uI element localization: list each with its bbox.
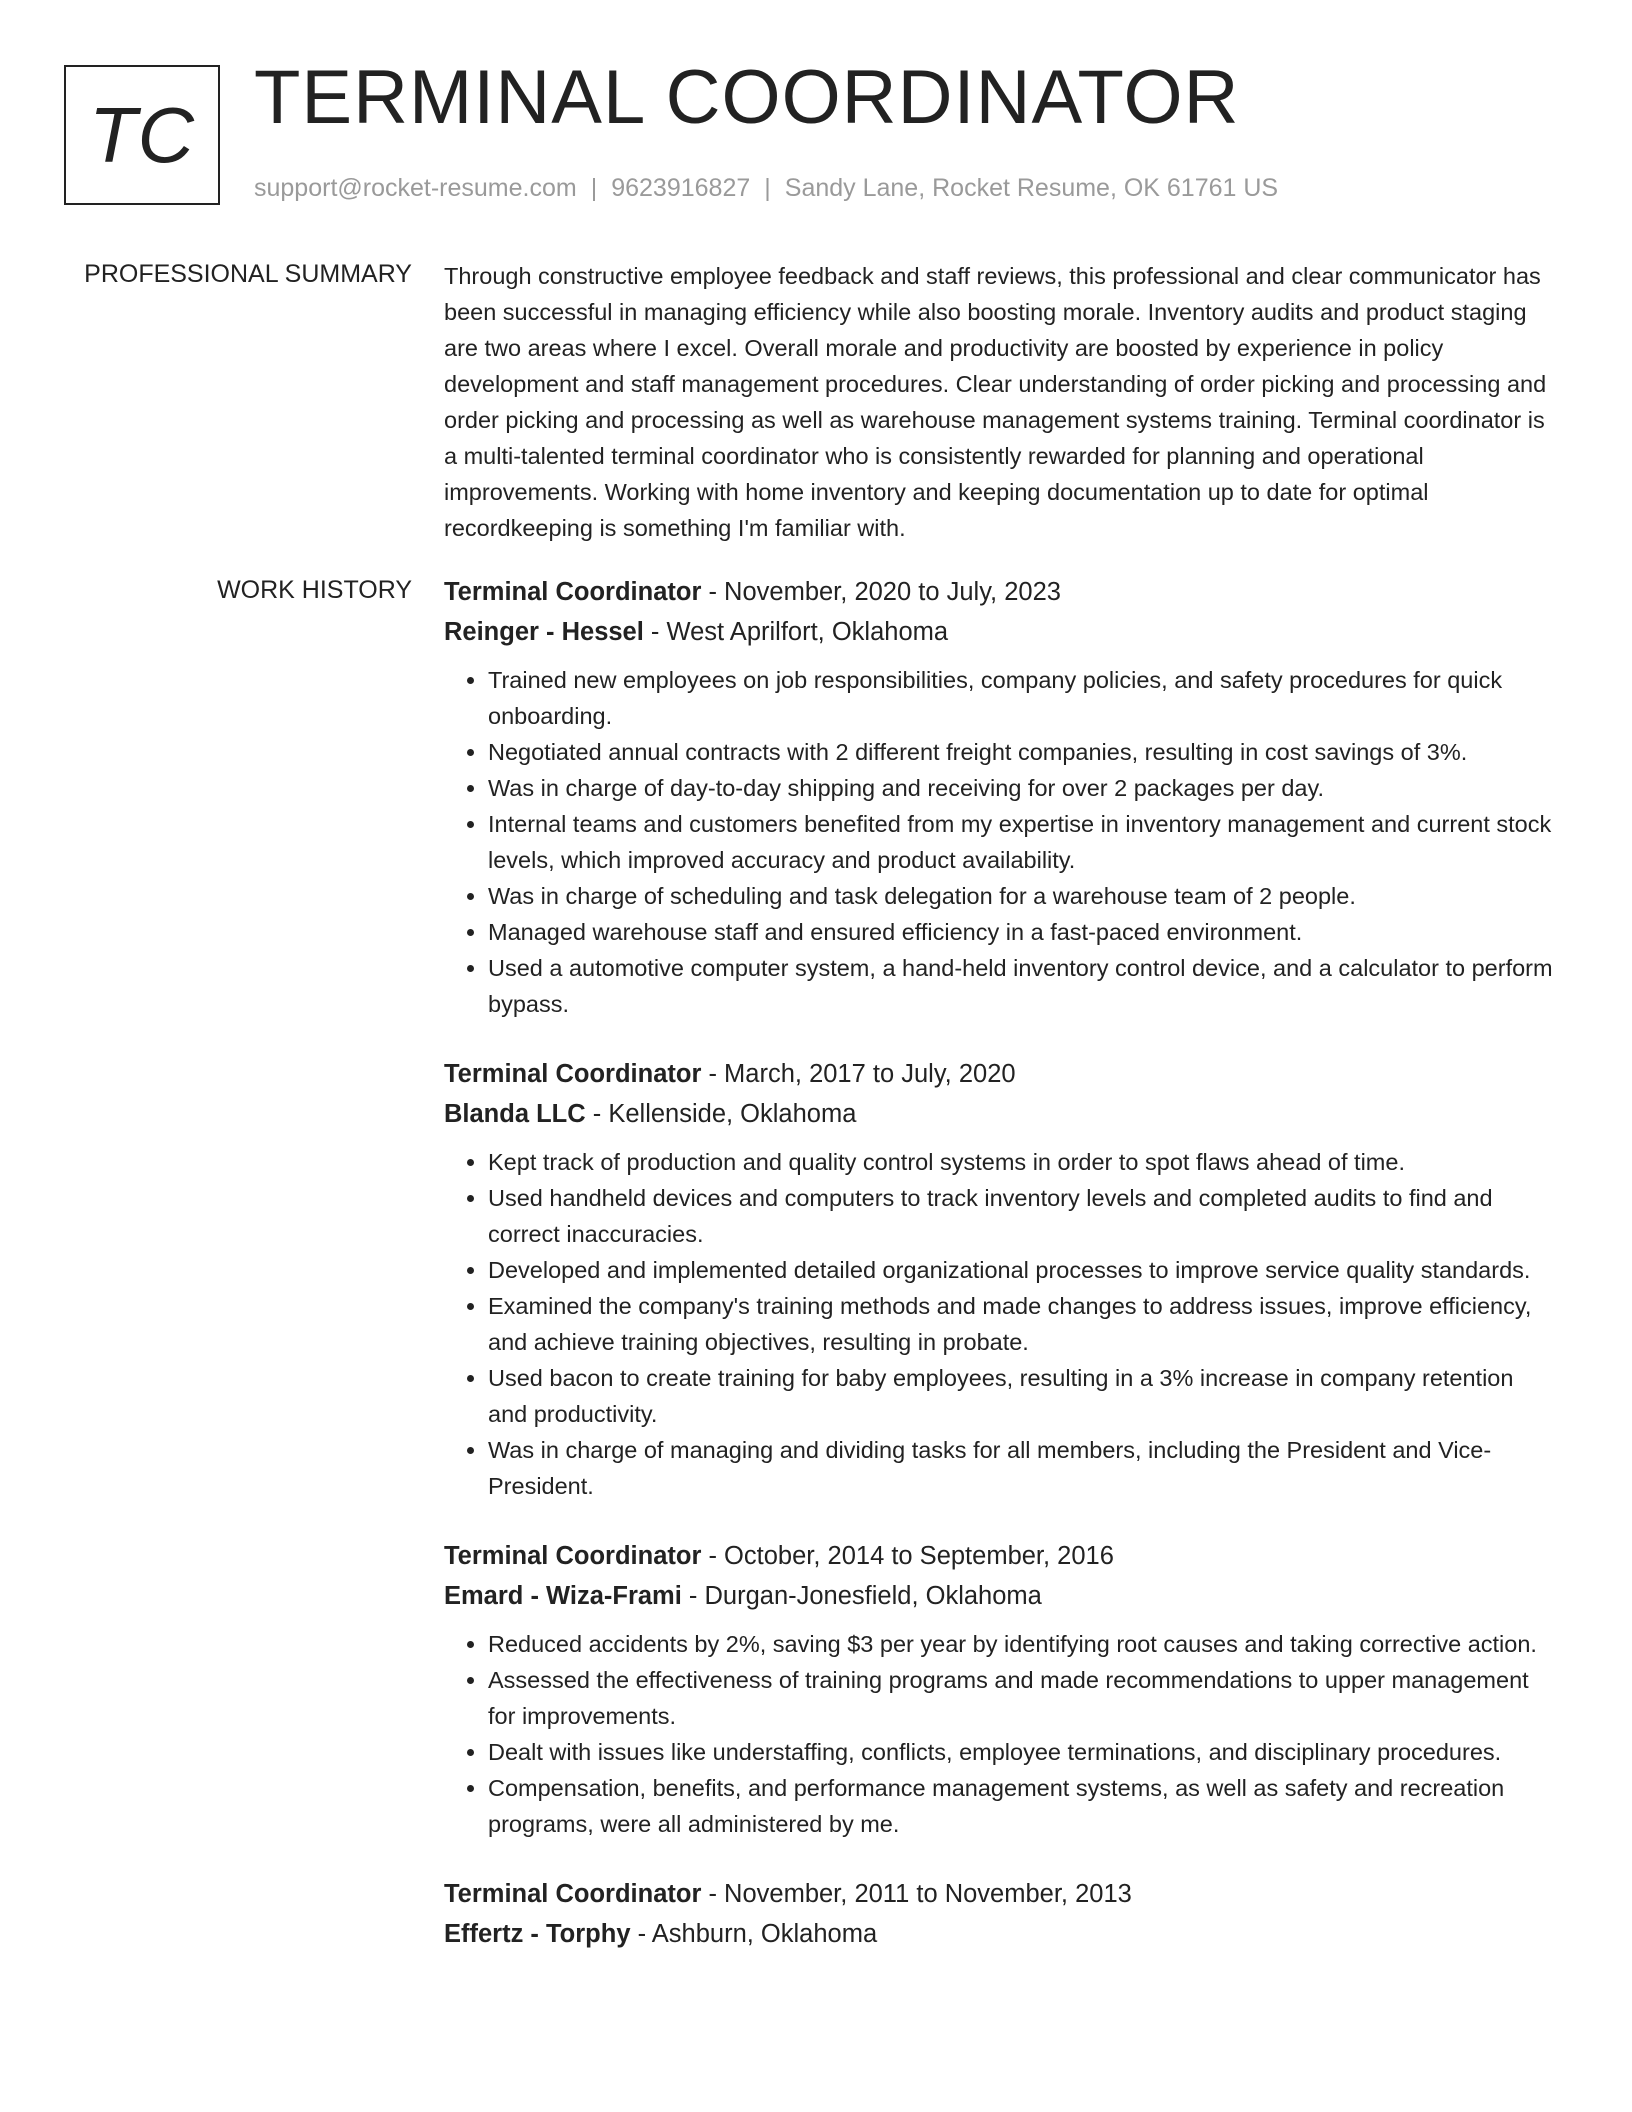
duty-item: • Dealt with issues like understaffing, conflicts, employee terminations, and disciplinary procedures. [488,1734,1558,1770]
work-history-heading: WORK HISTORY [217,576,412,604]
job-title: Terminal Coordinator [444,1880,702,1908]
duty-item: • Internal teams and customers benefited from my expertise in inventory management and current stock levels, which improved accuracy and product availability. [488,806,1558,878]
job-location: - Kellenside, Oklahoma [585,1100,857,1128]
contact-separator: | [590,174,598,202]
job-dates: - November, 2020 to July, 2023 [701,578,1061,606]
job-company-line [444,612,1558,652]
job-dates: - October, 2014 to September, 2016 [701,1542,1114,1570]
job-entry [444,1536,1558,1842]
job-dates: - March, 2017 to July, 2020 [701,1060,1016,1088]
duty-item: • Compensation, benefits, and performance management systems, as well as safety and recreation programs, were all administered by me. [488,1770,1558,1842]
job-title: Terminal Coordinator [444,1060,702,1088]
duty-item: • Assessed the effectiveness of training programs and made recommendations to upper management for improvements. [488,1662,1558,1734]
job-company-line [444,1576,1558,1616]
duty-item: • Used bacon to create training for baby employees, resulting in a 3% increase in company retention and productivity. [488,1360,1558,1432]
duty-item: • Reduced accidents by 2%, saving $3 per year by identifying root causes and taking corrective action. [488,1626,1558,1662]
job-title: Terminal Coordinator [444,1542,702,1570]
job-entry [444,572,1558,1022]
contact-email[interactable]: support@rocket-resume.com [254,174,577,202]
job-location: - West Aprilfort, Oklahoma [643,618,949,646]
duty-item: • Was in charge of day-to-day shipping and receiving for over 2 packages per day. [488,770,1558,806]
summary-heading: PROFESSIONAL SUMMARY [84,260,412,288]
job-company-line [444,1094,1558,1134]
job-title-line [444,572,1558,612]
summary-body [444,258,1558,546]
duty-item: • Developed and implemented detailed organizational processes to improve service quality standards. [488,1252,1558,1288]
duty-item: • Used a automotive computer system, a hand-held inventory control device, and a calculator to perform bypass. [488,950,1558,1022]
job-entry [444,1054,1558,1504]
contact-line [254,174,1278,203]
contact-separator: | [764,174,771,202]
duty-list [444,662,1558,1022]
job-company: Blanda LLC [444,1100,586,1128]
duty-item: • Used handheld devices and computers to track inventory levels and completed audits to find and correct inaccuracies. [488,1180,1558,1252]
work-history-body [444,572,1558,1986]
summary-text: Through constructive employee feedback and staff reviews, this professional and clear communicator has been successful in managing efficiency while also boosting morale. Inventory audits and product staging are two areas where I excel. Overall morale and productivity are boosted by experience in policy development and staff management procedures. Clear understanding of order picking and processing and order picking and processing as well as warehouse management systems training. Terminal coordinator is a multi-talented terminal coordinator who is consistently rewarded for planning and operational improvements. Working with home inventory and keeping documentation up to date for optimal recordkeeping is something I'm familiar with. [444,263,1547,541]
duty-item: • Was in charge of managing and dividing tasks for all members, including the President and Vice-President. [488,1432,1558,1504]
job-entry [444,1874,1558,1954]
job-dates: - November, 2011 to November, 2013 [701,1880,1132,1908]
candidate-name: TERMINAL COORDINATOR [254,55,1240,140]
job-company: Emard - Wiza-Frami [444,1582,682,1610]
duty-item: • Managed warehouse staff and ensured efficiency in a fast-paced environment. [488,914,1558,950]
job-company-line [444,1914,1558,1954]
job-location: - Durgan-Jonesfield, Oklahoma [681,1582,1042,1610]
duty-list [444,1144,1558,1504]
duty-list [444,1626,1558,1842]
job-company: Reinger - Hessel [444,618,644,646]
job-title-line [444,1874,1558,1914]
duty-item: • Kept track of production and quality control systems in order to spot flaws ahead of time. [488,1144,1558,1180]
job-title-line [444,1536,1558,1576]
job-location: - Ashburn, Oklahoma [630,1920,878,1948]
contact-address: Sandy Lane, Rocket Resume, OK 61761 US [784,174,1279,202]
duty-item: • Negotiated annual contracts with 2 different freight companies, resulting in cost savings of 3%. [488,734,1558,770]
duty-item: • Was in charge of scheduling and task delegation for a warehouse team of 2 people. [488,878,1558,914]
job-title-line [444,1054,1558,1094]
job-title: Terminal Coordinator [444,578,702,606]
monogram-logo: TC [64,65,220,205]
duty-item: • Trained new employees on job responsibilities, company policies, and safety procedures for quick onboarding. [488,662,1558,734]
job-company: Effertz - Torphy [444,1920,631,1948]
contact-phone[interactable]: 9623916827 [611,174,751,202]
duty-item: • Examined the company's training methods and made changes to address issues, improve efficiency, and achieve training objectives, resulting in probate. [488,1288,1558,1360]
